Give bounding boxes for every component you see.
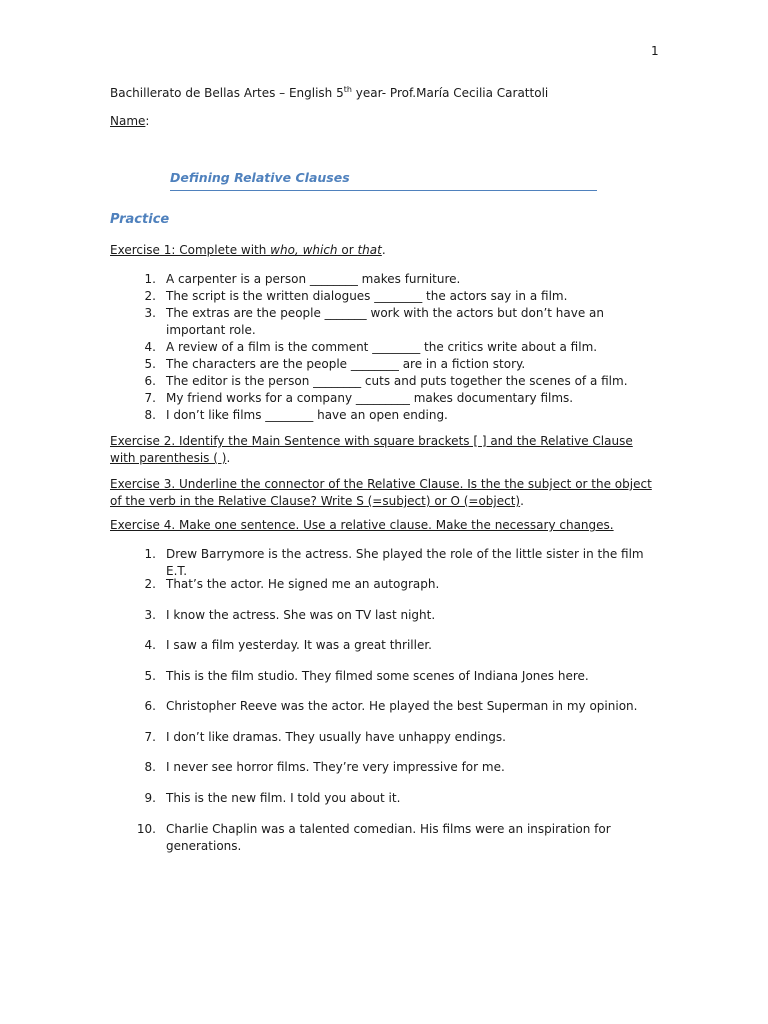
exercise-1-heading [110,243,386,257]
exercise-1-item [110,339,658,356]
exercise-4-item [110,668,658,685]
exercise-1-item [110,288,658,305]
exercise-1-heading-italic-2: that [357,243,382,257]
item-text: I don’t like films ________ have an open ending. [166,408,448,422]
item-number: 1. [144,547,156,561]
item-text: The script is the written dialogues ________ the actors say in a film. [166,289,568,303]
exercise-4-heading: Exercise 4. Make one sentence. Use a relative clause. Make the necessary changes. [110,518,614,532]
item-number: 8. [144,408,156,422]
item-text: The extras are the people _______ work with the actors but don’t have an important role. [166,306,604,337]
item-text: Drew Barrymore is the actress. She played the role of the little sister in the film E.T. [166,547,644,578]
exercise-2-heading-text: Exercise 2. Identify the Main Sentence with square brackets [ ] and the Relative Clause with parenthesis ( ) [110,434,633,465]
exercise-1-heading-italic: who, which [270,243,338,257]
exercise-4-item [110,698,658,715]
exercise-4-item [110,759,658,776]
worksheet-title: Defining Relative Clauses [170,170,597,191]
item-text: Christopher Reeve was the actor. He played the best Superman in my opinion. [166,699,638,713]
exercise-1-heading-suffix: . [381,243,386,257]
exercise-4-item [110,729,658,746]
item-number: 2. [144,289,156,303]
exercise-4-item [110,576,658,593]
item-number: 3. [144,608,156,622]
item-number: 7. [144,730,156,744]
item-number: 2. [144,577,156,591]
item-text: A carpenter is a person ________ makes furniture. [166,272,461,286]
exercise-1-list [110,271,658,424]
exercise-1-item [110,373,658,390]
item-number: 4. [144,340,156,354]
exercise-3-heading [110,476,658,510]
item-text: This is the new film. I told you about it. [166,791,401,805]
item-number: 5. [144,669,156,683]
item-number: 9. [144,791,156,805]
exercise-4-item [110,546,658,580]
document-header [110,86,548,100]
exercise-3-heading-text: Exercise 3. Underline the connector of the Relative Clause. Is the the subject or the object of the verb in the Relative Clause? Write S (=subject) or O (=object) [110,477,652,508]
item-text: I don’t like dramas. They usually have unhappy endings. [166,730,506,744]
exercise-4-item [110,821,658,855]
page-number: 1 [651,44,659,58]
item-text: The characters are the people ________ are in a fiction story. [166,357,526,371]
item-number: 6. [144,374,156,388]
item-text: That’s the actor. He signed me an autograph. [166,577,440,591]
header-text-end: year- Prof.María Cecilia Carattoli [351,86,549,100]
exercise-1-item [110,356,658,373]
item-text: Charlie Chaplin was a talented comedian. His films were an inspiration for generations. [166,822,611,853]
item-number: 10. [136,822,156,836]
item-text: A review of a film is the comment ________ the critics write about a film. [166,340,598,354]
item-text: My friend works for a company _________ makes documentary films. [166,391,574,405]
item-text: This is the film studio. They filmed some scenes of Indiana Jones here. [166,669,589,683]
exercise-4-item [110,790,658,807]
exercise-2-heading-suffix: . [226,451,231,465]
item-number: 1. [144,272,156,286]
header-text: Bachillerato de Bellas Artes – English 5 [110,86,344,100]
exercise-4-item [110,607,658,624]
item-text: The editor is the person ________ cuts and puts together the scenes of a film. [166,374,628,388]
section-heading: Practice [110,212,170,227]
name-colon: : [145,114,150,128]
item-number: 3. [144,306,156,320]
item-number: 4. [144,638,156,652]
exercise-1-item [110,390,658,407]
exercise-1-item [110,305,658,339]
item-text: I know the actress. She was on TV last night. [166,608,436,622]
exercise-1-heading-mid: or [337,243,358,257]
exercise-4-item [110,637,658,654]
item-number: 6. [144,699,156,713]
header-superscript: th [343,85,352,94]
item-text: I saw a film yesterday. It was a great thriller. [166,638,432,652]
exercise-3-heading-suffix: . [520,494,524,508]
item-text: I never see horror films. They’re very impressive for me. [166,760,505,774]
exercise-1-heading-prefix: Exercise 1: Complete with [110,243,271,257]
exercise-1-item [110,407,658,424]
exercise-4-list [110,546,658,856]
exercise-2-heading [110,433,658,467]
item-number: 8. [144,760,156,774]
item-number: 5. [144,357,156,371]
name-label: Name [110,114,146,128]
exercise-1-item [110,271,658,288]
item-number: 7. [144,391,156,405]
name-field [110,114,149,128]
